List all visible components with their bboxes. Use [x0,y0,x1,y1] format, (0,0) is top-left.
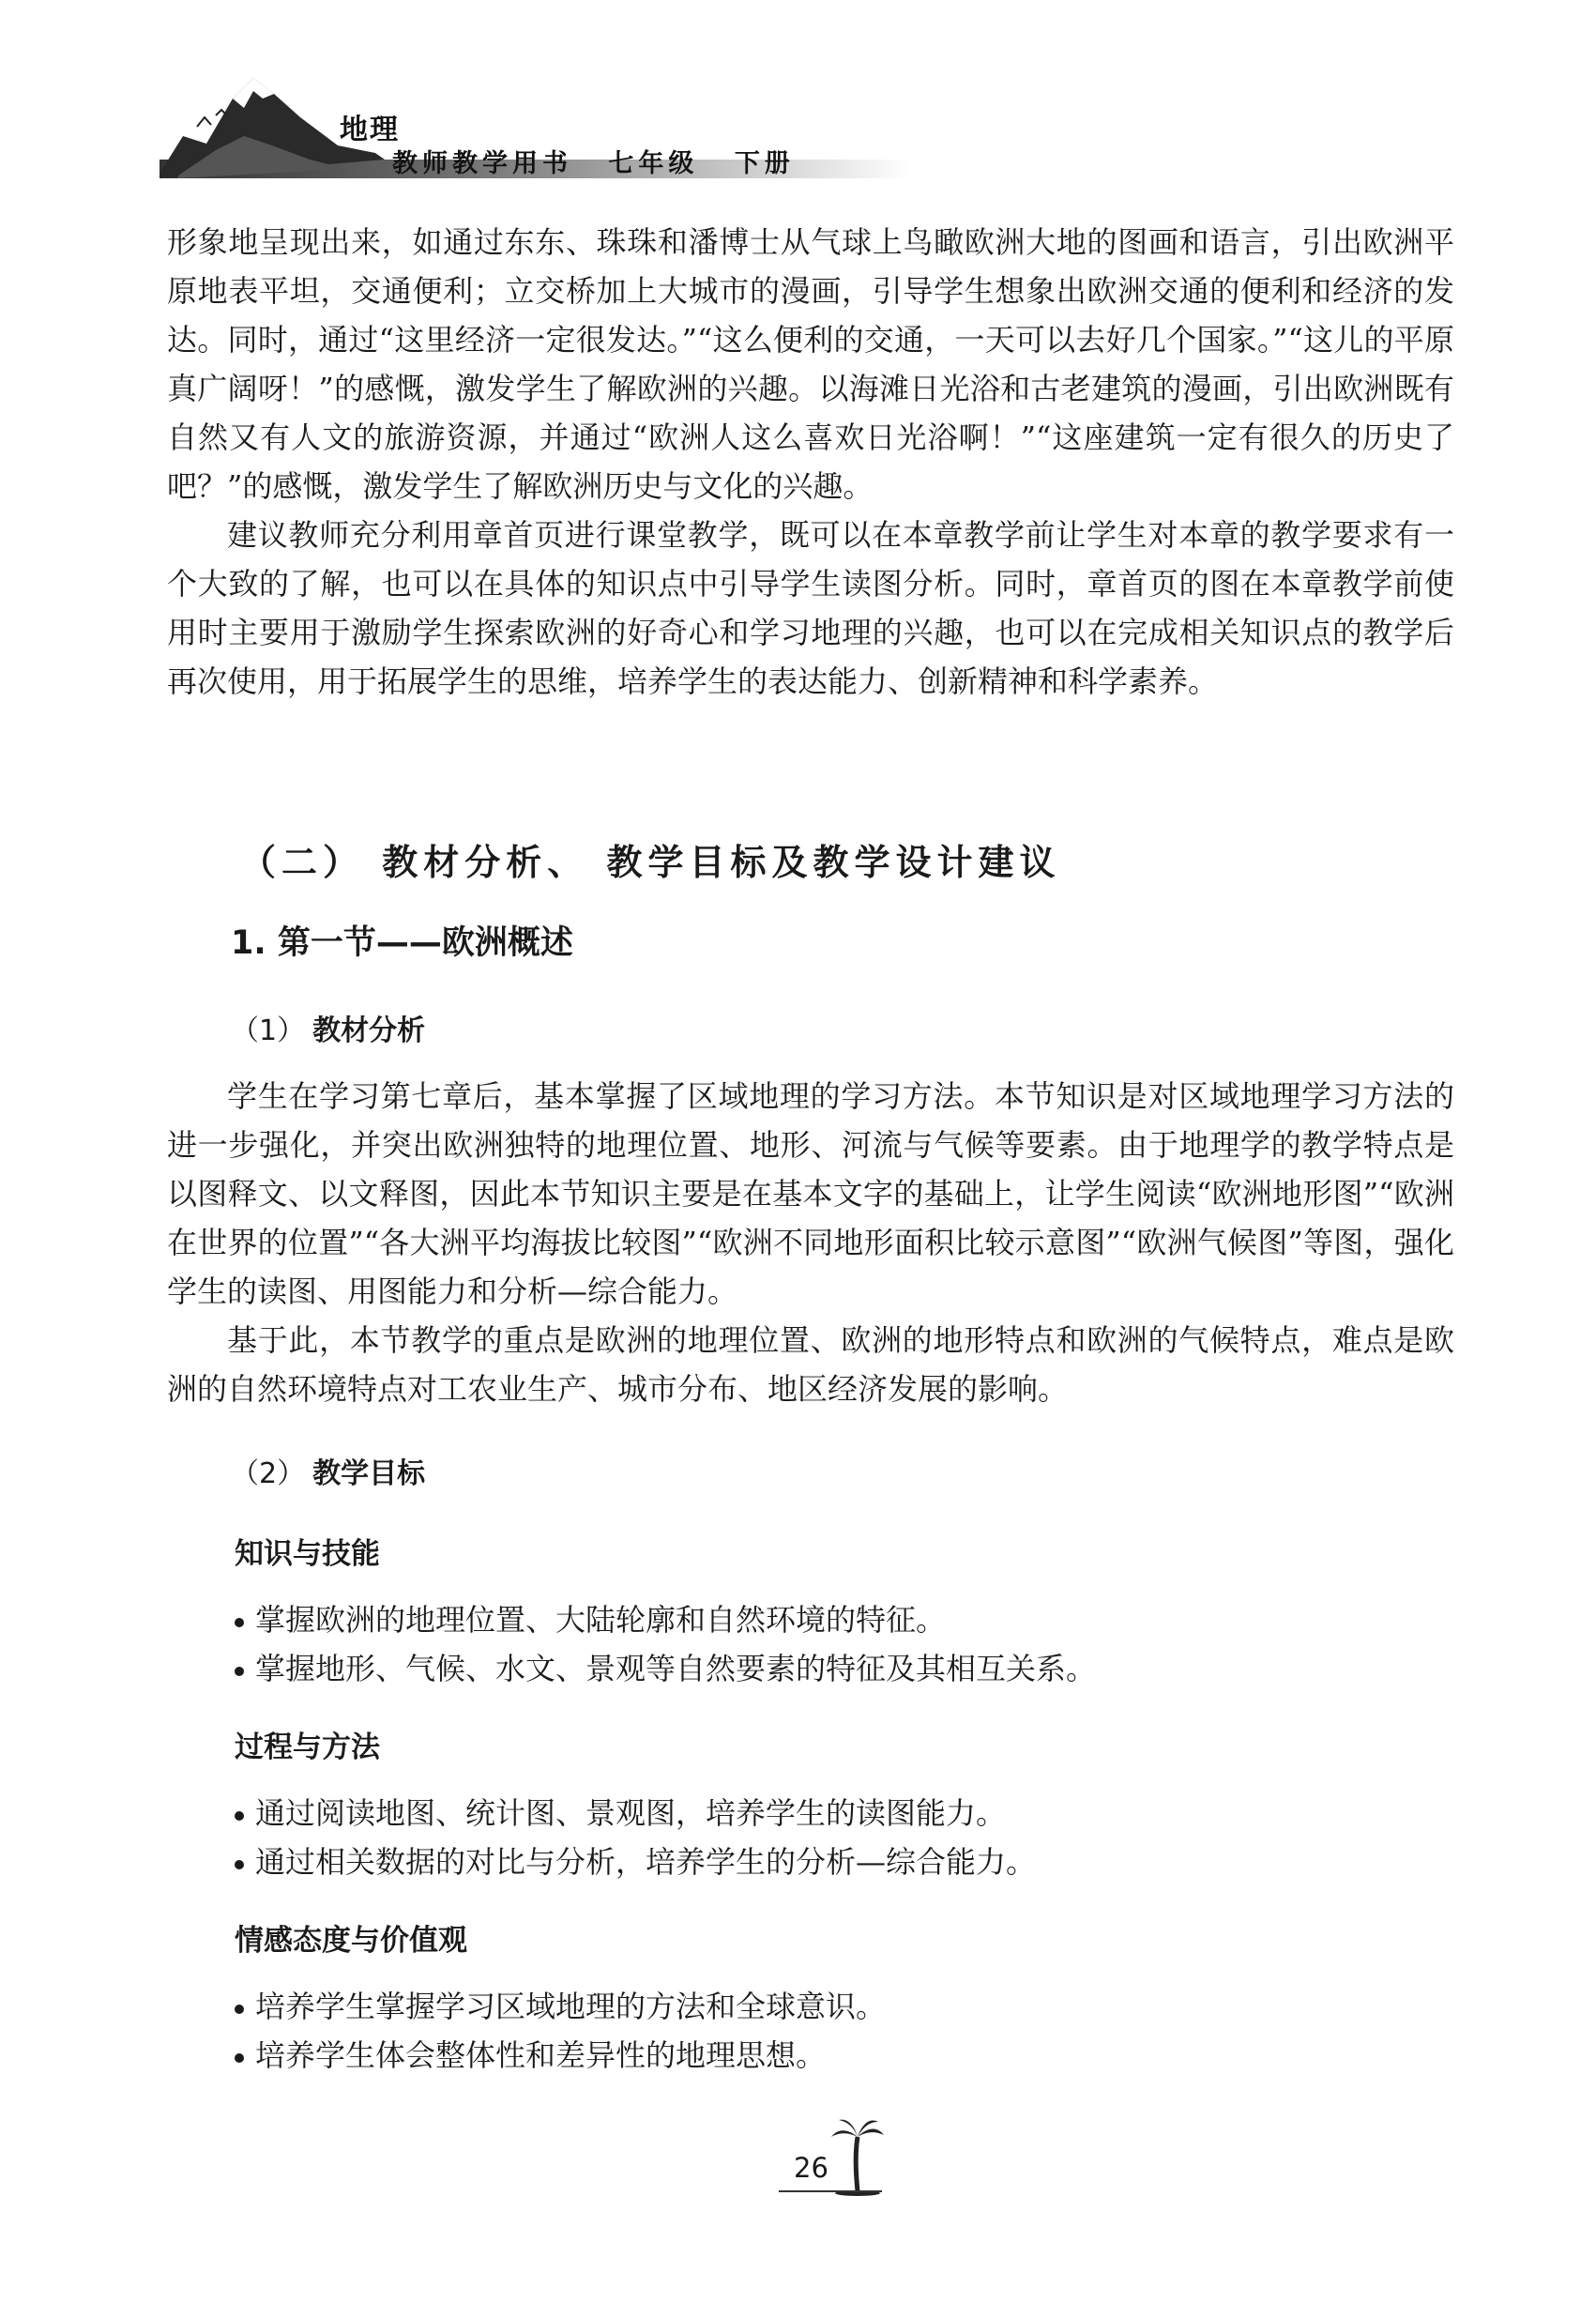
book-name: 教师教学用书 [392,149,572,178]
page-header [0,0,1596,202]
intro-text [167,218,1454,706]
emotion-values-heading: 情感态度与价值观 [235,1924,467,1958]
analysis-heading [231,1007,425,1048]
goals-number: （2） [231,1457,306,1490]
list-item-text: 培养学生体会整体性和差异性的地理思想。 [255,2037,827,2073]
list-item [235,1644,1096,1693]
list-item [235,1982,886,2031]
bullet-icon [235,1811,244,1821]
analysis-paragraph-1: 学生在学习第七章后，基本掌握了区域地理的学习方法。本节知识是对区域地理学习方法的进一步强化，并突出欧洲独特的地理位置、地形、河流与气候等要素。由于地理学的教学特点是以图释文、以文释图，因此本节知识主要是在基本文字的基础上，让学生阅读“欧洲地形图”“欧洲在世界的位置”“各大洲平均海拔比较图”“欧洲不同地形面积比较示意图”“欧洲气候图”等图，强化学生的读图、用图能力和分析—综合能力。 [167,1078,1454,1309]
intro-paragraph-2: 建议教师充分利用章首页进行课堂教学，既可以在本章教学前让学生对本章的教学要求有一个大致的了解，也可以在具体的知识点中引导学生读图分析。同时，章首页的图在本章教学前使用时主要用于激励学生探索欧洲的好奇心和学习地理的兴趣，也可以在完成相关知识点的教学后再次使用，用于拓展学生的思维，培养学生的表达能力、创新精神和科学素养。 [167,517,1454,699]
page-number: 26 [794,2152,828,2184]
list-item-text: 培养学生掌握学习区域地理的方法和全球意识。 [255,1989,887,2024]
knowledge-list [235,1595,1096,1693]
intro-paragraph-1: 形象地呈现出来，如通过东东、珠珠和潘博士从气球上鸟瞰欧洲大地的图画和语言，引出欧洲平原地表平坦，交通便利；立交桥加上大城市的漫画，引导学生想象出欧洲交通的便利和经济的发达。同时，通过“这里经济一定很发达。”“这么便利的交通，一天可以去好几个国家。”“这儿的平原真广阔呀！”的感慨，激发学生了解欧洲的兴趣。以海滩日光浴和古老建筑的漫画，引出欧洲既有自然又有人文的旅游资源，并通过“欧洲人这么喜欢日光浴啊！”“这座建筑一定有很久的历史了吧？”的感慨，激发学生了解欧洲历史与文化的兴趣。 [167,224,1454,504]
palm-tree-icon [829,2116,886,2196]
goals-heading [231,1450,425,1491]
emotion-list [235,1982,886,2080]
list-item [235,1789,1036,1838]
section-title: （二） 教材分析、 教学目标及教学设计建议 [240,842,1061,883]
list-item [235,2031,886,2080]
list-item [235,1838,1036,1886]
bullet-icon [235,1860,244,1869]
bullet-icon [235,1618,244,1627]
bullet-icon [235,2005,244,2014]
list-item-text: 通过阅读地图、统计图、景观图，培养学生的读图能力。 [255,1795,1007,1831]
subject-title: 地理 [340,114,400,146]
book-title [392,143,817,179]
grade-label: 七年级 [608,149,699,178]
analysis-text [167,1072,1454,1413]
bullet-icon [235,1667,244,1676]
subsection-title: 1. 第一节——欧洲概述 [231,924,573,962]
process-list [235,1789,1036,1886]
process-methods-heading: 过程与方法 [235,1731,380,1764]
analysis-paragraph-2: 基于此，本节教学的重点是欧洲的地理位置、欧洲的地形特点和欧洲的气候特点，难点是欧洲的自然环境特点对工农业生产、城市分布、地区经济发展的影响。 [167,1322,1454,1407]
footer-divider [779,2190,882,2192]
list-item-text: 掌握欧洲的地理位置、大陆轮廓和自然环境的特征。 [255,1602,947,1638]
analysis-number: （1） [231,1014,306,1047]
list-item-text: 通过相关数据的对比与分析，培养学生的分析—综合能力。 [255,1844,1037,1880]
volume-label: 下册 [734,149,795,178]
analysis-label: 教材分析 [312,1014,426,1047]
list-item-text: 掌握地形、气候、水文、景观等自然要素的特征及其相互关系。 [255,1651,1097,1686]
goals-label: 教学目标 [312,1457,426,1490]
list-item [235,1595,1096,1644]
knowledge-skills-heading: 知识与技能 [235,1537,380,1571]
bullet-icon [235,2053,244,2063]
